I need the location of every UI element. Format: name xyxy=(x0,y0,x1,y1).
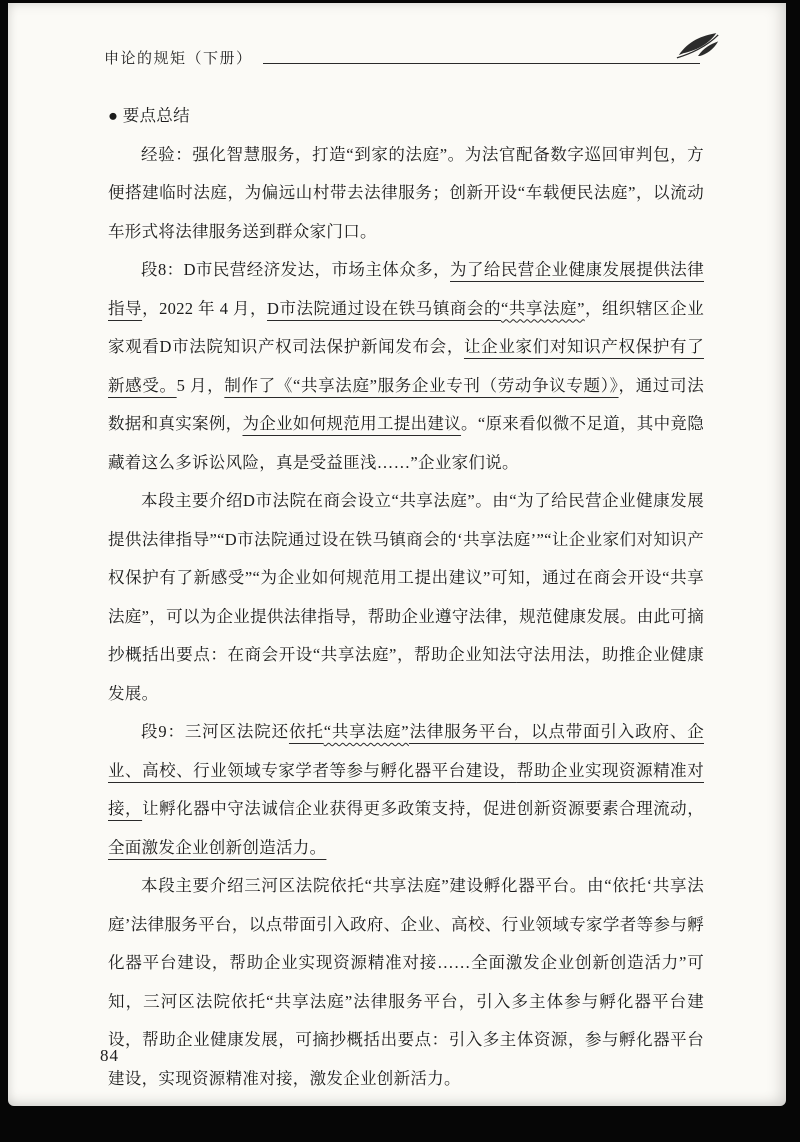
text-segment: ，2022 年 4 月， xyxy=(142,298,268,318)
bullet-heading: ● 要点总结 xyxy=(108,106,190,125)
header-rule xyxy=(263,63,700,64)
text-segment: 经验：强化智慧服务，打造“到家的法庭”。为法官配备数字巡回审判包，方便搭建临时法庭，为偏远山村带去法律服务；创新开设“车载便民法庭”，以流动车形式将法律服务送到群众家门口。 xyxy=(108,144,704,241)
underlined-text-segment: 法律服务平台，以点带面引入政府、企业、高校、行业领域专家学者等参与孵化器平台建设， xyxy=(108,722,704,780)
underlined-text-segment: 为企业如何规范用工提出建议 xyxy=(242,414,462,433)
text-segment: 让孵化器中守法诚信企业获得更多政策支持，促进创新资源要素合理流动， xyxy=(142,799,704,818)
underlined-text-segment: 让企业家们对知识产权保护有了新感受。 xyxy=(108,337,704,395)
text-segment: 。“原来看似微不足道，其中竟隐藏着这么多诉讼风险，真是受益匪浅……”企业家们说。 xyxy=(108,414,704,472)
leaf-ornament-icon xyxy=(676,29,720,61)
underlined-text-segment: 全面激发企业创新创造活力。 xyxy=(108,837,327,857)
underlined-text-segment: D市法院通过设在铁马镇商会的 xyxy=(267,298,502,318)
text-segment: 5 月， xyxy=(176,375,225,395)
body-text xyxy=(108,136,704,1099)
text-segment: 段9：三河区法院还 xyxy=(141,722,289,741)
paragraph xyxy=(108,867,704,1098)
text-segment: 本段主要介绍D市法院在商会设立“共享法庭”。由“为了给民营企业健康发展提供法律指导”“D市法院通过设在铁马镇商会的‘共享法庭’”“让企业家们对知识产权保护有了新感受”“为企业如何规范用工提出建议”可知，通过在商会开设“共享法庭”，可以为企业提供法律指导，帮助企业遵守法律，规范健康发展。由此可摘抄概括出要点：在商会开设“共享法庭”，帮助企业知法守法用法，助推企业健康发展。 xyxy=(108,491,704,703)
page-header xyxy=(104,47,700,71)
text-segment: ，通过司法数据和真实案例， xyxy=(108,375,704,433)
text-segment: ，组织辖区企业家观看D市法院知识产权司法保护新闻发布会， xyxy=(108,298,704,356)
paragraph xyxy=(108,713,704,867)
page-content xyxy=(108,97,704,1098)
book-page xyxy=(8,3,786,1106)
running-head-title: 申论的规矩（下册） xyxy=(104,51,253,67)
paragraph xyxy=(108,136,704,252)
text-segment: 段8：D市民营经济发达，市场主体众多， xyxy=(141,260,451,279)
underlined-text-segment: 制作了《“共享法庭”服务企业专刊（劳动争议专题）》 xyxy=(224,375,619,395)
underlined-text-segment: “共享法庭” xyxy=(323,722,409,741)
underlined-text-segment: “共享法庭” xyxy=(501,298,585,318)
underlined-text-segment: 帮助企业实现资源精准对接， xyxy=(108,760,704,818)
underlined-text-segment: 为了给民营企业健康发展提供法律指导 xyxy=(108,260,704,318)
paragraph xyxy=(108,251,704,482)
underlined-text-segment: 依托 xyxy=(288,722,324,741)
paragraph xyxy=(108,482,704,713)
text-segment: 本段主要介绍三河区法院依托“共享法庭”建设孵化器平台。由“依托‘共享法庭’法律服务平台，以点带面引入政府、企业、高校、行业领域专家学者等参与孵化器平台建设，帮助企业实现资源精准对接……全面激发企业创新创造活力”可知，三河区法院依托“共享法庭”法律服务平台，引入多主体参与孵化器平台建设，帮助企业健康发展，可摘抄概括出要点：引入多主体资源，参与孵化器平台建设，实现资源精准对接，激发企业创新活力。 xyxy=(108,876,704,1088)
page-number: 84 xyxy=(100,1046,119,1065)
